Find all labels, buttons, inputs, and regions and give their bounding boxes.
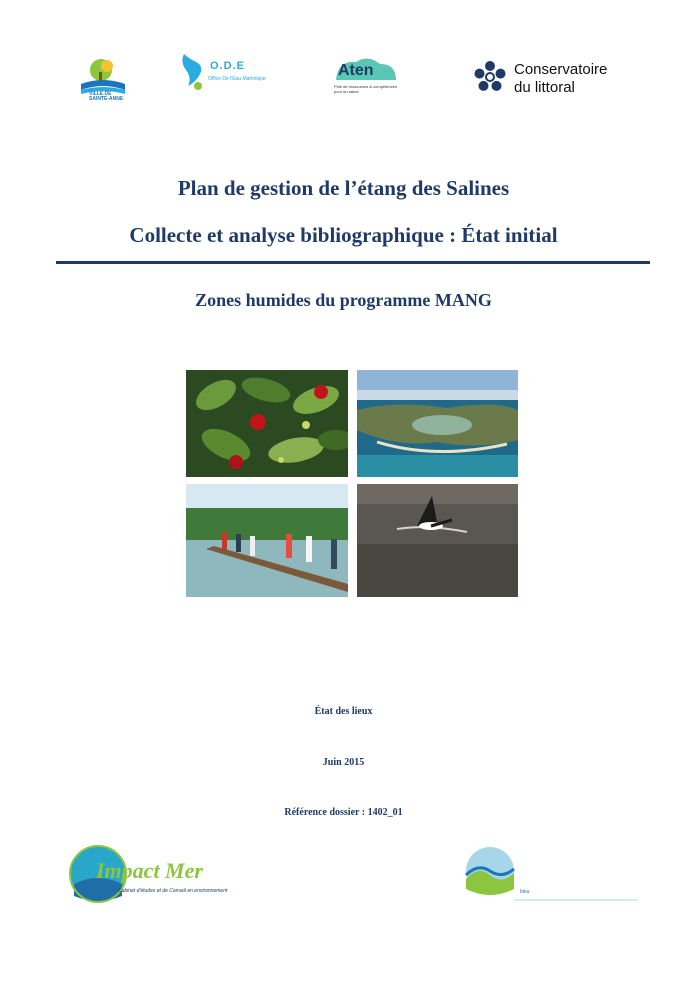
sainte-anne-logo [79,54,127,102]
document-type: État des lieux [314,706,373,717]
ode-name: O.D.E [210,60,245,72]
bird-flying-photo [357,484,518,597]
impact-mer-tagline: Cabinet d'études et de Conseil en environnement [118,888,228,894]
conservatoire-star-icon [472,59,508,95]
impact-mer-logo [68,840,243,908]
ode-logo [178,52,276,98]
title-line-1: Plan de gestion de l’étang des Salines [177,176,510,200]
document-date: Juin 2015 [322,757,365,768]
title-divider [56,261,650,264]
impact-mer-name: Impact Mer [96,858,203,883]
conservatoire-line1: Conservatoire [514,61,608,78]
bleu-logo [464,845,638,905]
aten-subtitle: Pôle de ressources & compétences pour la nature [334,84,397,94]
document-reference: Référence dossier : 1402_01 [284,807,403,818]
conservatoire-line2: du littoral [514,79,575,96]
bleu-name: bleu [520,889,530,895]
ode-subtitle: Office De l'Eau Martinique [208,76,266,82]
sainte-anne-text: VILLE DE SAINTE-ANNE [89,91,124,102]
aten-name: Aten [338,62,374,79]
conservatoire-logo [472,59,622,99]
subtitle: Zones humides du programme MANG [195,290,492,310]
mangrove-berries-photo [186,370,348,477]
aten-logo [332,54,400,100]
aerial-salines-photo [357,370,518,477]
boardwalk-walkers-photo [186,484,348,597]
title-line-2: Collecte et analyse bibliographique : État initial [129,223,558,247]
